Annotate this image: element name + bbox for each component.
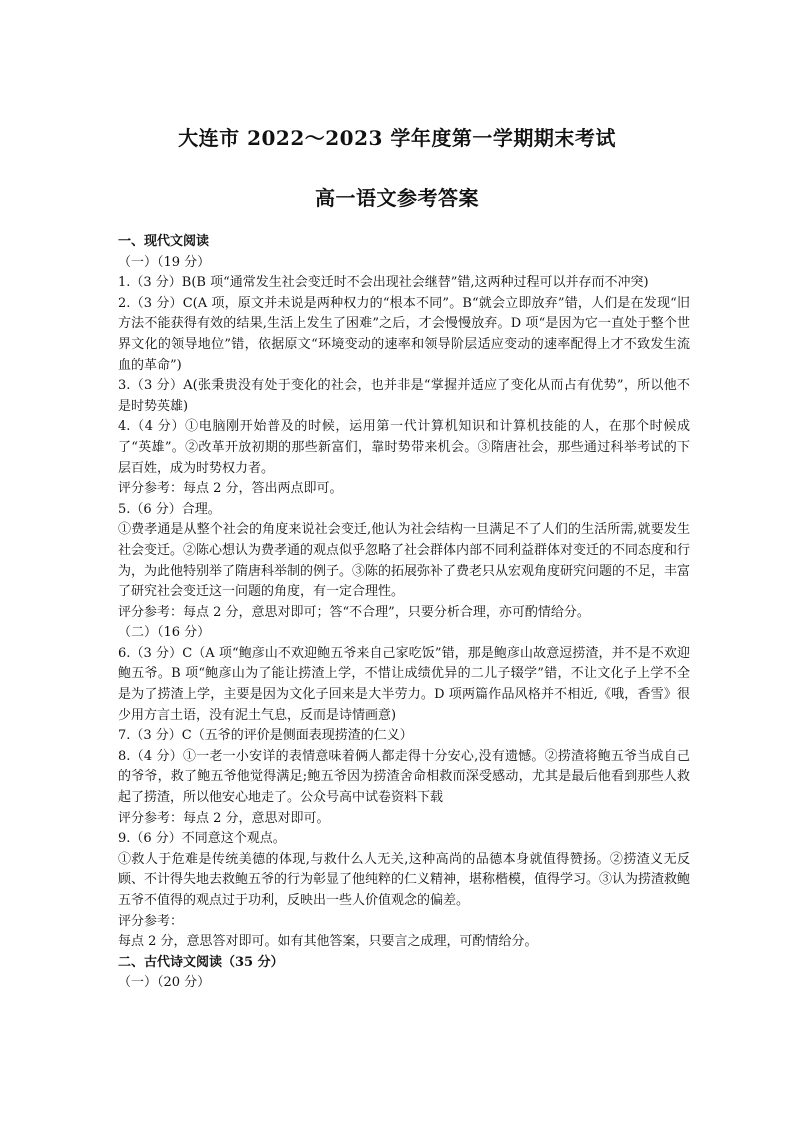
answer-paragraph: 9.（6 分）不同意这个观点。 (118, 831, 286, 847)
scoring-note: 评分参考：每点 2 分，意思对即可；答“不合理”，只要分析合理，亦可酌情给分。 (118, 604, 590, 620)
answer-paragraph: 1.（3 分）B(B 项“通常发生社会变迁时不会出现社会继替”错,这两种过程可以并存而不冲突) (118, 275, 649, 291)
subsection-heading: （二）（16 分） (118, 625, 211, 641)
scoring-note: 评分参考：每点 2 分，意思对即可。 (118, 810, 330, 826)
answer-paragraph: 8.（4 分）①一老一小安详的表情意味着俩人都走得十分安心,没有遗憾。②捞渣将鲍五爷当成自己的爷爷，救了鲍五爷他觉得满足;鲍五爷因为捞渣舍命相救而深受感动，尤其是最后他看到那些人救起了捞渣，所以他安心地走了。公众号高中试卷资料下载 (118, 748, 690, 806)
scoring-note: 评分参考： (118, 913, 184, 929)
subsection-heading: （一）（20 分） (118, 975, 211, 991)
answer-content (118, 232, 690, 994)
answer-paragraph: 7.（3 分）C（五爷的评价是侧面表现捞渣的仁义） (118, 728, 413, 744)
scoring-note: 每点 2 分，意思答对即可。如有其他答案，只要言之成理，可酌情给分。 (118, 934, 538, 950)
section-heading: 一、现代文阅读 (118, 234, 210, 249)
scoring-note: 评分参考：每点 2 分，答出两点即可。 (118, 481, 343, 497)
answer-paragraph: 5.（6 分）合理。 (118, 501, 221, 517)
answer-paragraph: ①救人于危难是传统美德的体现,与救什么人无关,这种高尚的品德本身就值得赞扬。②捞渣义无反顾、不计得失地去救鲍五爷的行为彰显了他纯粹的仁义精神，堪称楷模，值得学习。③认为捞渣救鲍五爷不值得的观点过于功利，反映出一些人价值观念的偏差。 (118, 851, 691, 908)
answer-paragraph: 6.（3 分）C（A 项“鲍彦山不欢迎鲍五爷来自己家吃饭”错，那是鲍彦山故意逗捞渣，并不是不欢迎鲍五爷。B 项“鲍彦山为了能让捞渣上学，不惜让成绩优异的二儿子辍学”错，不让文化子上学不全是为了捞渣上学，主要是因为文化子回来是大半劳力。D 项两篇作品风格并不相近,《哦，香雪》很少用方言土语，没有泥土气息，反而是诗情画意) (118, 645, 690, 723)
document-title: 大连市 2022～2023 学年度第一学期期末考试 (178, 126, 616, 150)
document-subtitle: 高一语文参考答案 (315, 186, 479, 210)
answer-paragraph: ①费孝通是从整个社会的角度来说社会变迁,他认为社会结构一旦满足不了人们的生活所需,就要发生社会变迁。②陈心想认为费孝通的观点似乎忽略了社会群体内部不同利益群体对变迁的不同态度和行为，为此他特别举了隋唐科举制的例子。③陈的拓展弥补了费老只从宏观角度研究问题的不足，丰富了研究社会变迁这一问题的角度，有一定合理性。 (118, 522, 691, 600)
answer-paragraph: 2.（3 分）C(A 项，原文并未说是两种权力的“根本不同”。B“就会立即放弃”错，人们是在发现“旧方法不能获得有效的结果,生活上发生了困难”之后，才会慢慢放弃。D 项“是因为它一直处于整个世界文化的领导地位”错，依据原文“环境变动的速率和领导阶层适应变动的速率配得上才不致发生流血的革命”) (118, 295, 690, 373)
answer-paragraph: 4.（4 分）①电脑刚开始普及的时候，运用第一代计算机知识和计算机技能的人，在那个时候成了“英雄”。②改革开放初期的那些新富们，靠时势带来机会。③隋唐社会，那些通过科举考试的下层百姓，成为时势权力者。 (118, 419, 690, 476)
answer-paragraph: 3.（3 分）A(张秉贵没有处于变化的社会，也并非是“掌握并适应了变化从而占有优势”，所以他不是时势英雄) (118, 378, 690, 414)
section-heading: 二、古代诗文阅读（35 分） (118, 954, 284, 970)
subsection-heading: （一）（19 分） (118, 254, 211, 270)
